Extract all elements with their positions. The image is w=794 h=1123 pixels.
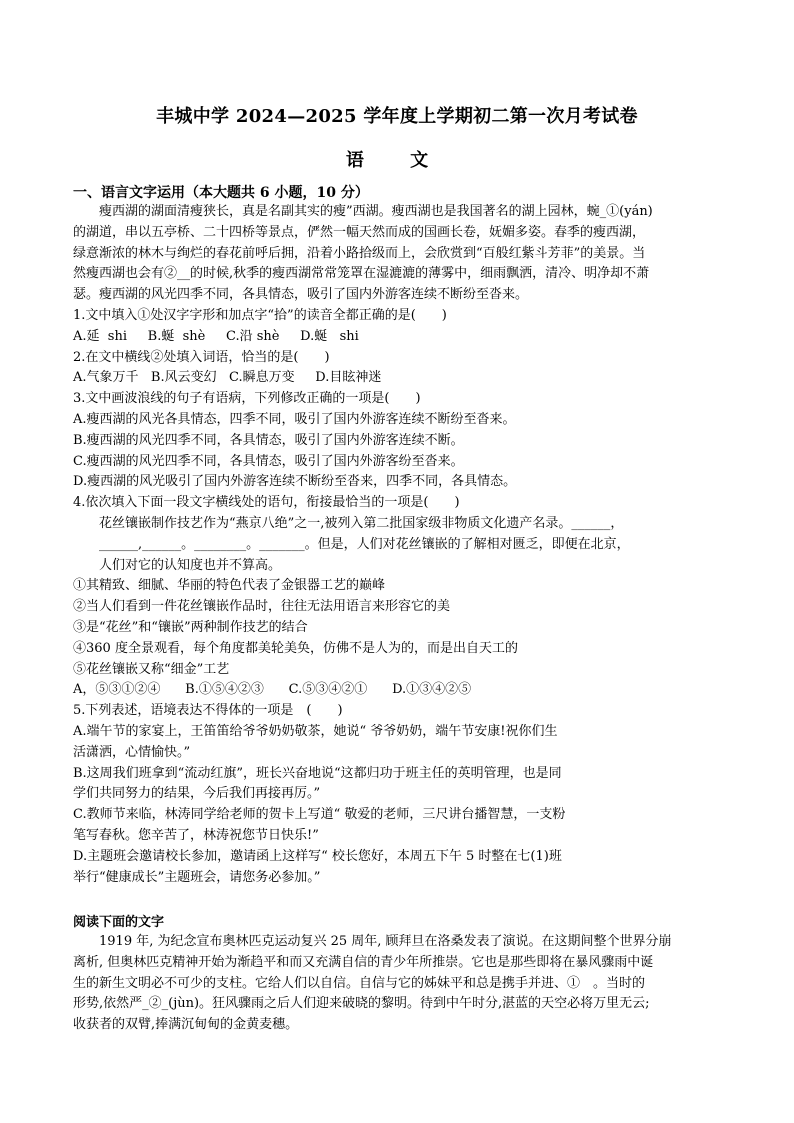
subject-title: 语 文 bbox=[345, 150, 449, 171]
question-4-text: 花丝镶嵌制作技艺作为“燕京八绝”之一,被列入第二批国家级非物质文化遗产名录。______， bbox=[99, 515, 624, 531]
reading-line: 离析, 但奥林匹克精神开始为渐趋平和而又充满自信的青少年所推崇。它也是那些即将在暴风骤雨中诞 bbox=[73, 954, 654, 970]
passage-line: 绿意渐浓的林木与绚烂的春花前呼后拥，沿着小路拾级而上，会欣赏到“百般红紫斗芳菲”的美景。当 bbox=[73, 245, 646, 261]
question-3-option: C.瘦西湖的风光四季不同，各具情态，吸引了国内外游客纷至沓来。 bbox=[73, 453, 464, 469]
passage-line: 然瘦西湖也会有②__的时候,秋季的瘦西湖常常笼罩在湿漉漉的薄雾中，细雨飘洒，清冷、明净却不萧 bbox=[73, 266, 650, 282]
question-5-option-line: A.端午节的家宴上，王笛笛给爷爷奶奶敬茶，她说“ 爷爷奶奶，端午节安康!祝你们生 bbox=[73, 723, 558, 739]
question-3-option: B.瘦西湖的风光四季不同，各具情态，吸引了国内外游客连续不断。 bbox=[73, 432, 464, 448]
question-4-item: ③是“花丝”和“镶嵌”两种制作技艺的结合 bbox=[73, 619, 308, 635]
question-3-stem: 3.文中画波浪线的句子有语病，下列修改正确的一项是( ) bbox=[73, 391, 421, 407]
question-2-options: A.气象万千 B.风云变幻 C.瞬息万变 D.目眩神迷 bbox=[73, 370, 382, 386]
question-4-item: ⑤花丝镶嵌又称“细金”工艺 bbox=[73, 661, 230, 677]
question-1-stem: 1.文中填入①处汉字字形和加点字“拾”的读音全都正确的是( ) bbox=[73, 307, 447, 323]
question-3-option: A.瘦西湖的风光各具情态，四季不同，吸引了国内外游客连续不断纷至沓来。 bbox=[73, 411, 516, 427]
question-4-item: ②当人们看到一件花丝镶嵌作品时，往往无法用语言来形容它的美 bbox=[73, 599, 451, 615]
passage-line: 瘦西湖的湖面清瘦狭长，真是名副其实的瘦”西湖。瘦西湖也是我国著名的湖上园林，蜿_①(yán) bbox=[99, 204, 653, 219]
page-title: 丰城中学 2024—2025 学年度上学期初二第一次月考试卷 bbox=[156, 106, 638, 127]
question-2-stem: 2.在文中横线②处填入词语，恰当的是( ) bbox=[73, 349, 330, 365]
question-5-option-line: C.教师节来临，林涛同学给老师的贺卡上写道“ 敬爱的老师，三尺讲台播智慧，一支粉 bbox=[73, 807, 566, 823]
passage-line: 瑟。瘦西湖的风光四季不同，各具情态，吸引了国内外游客连续不断纷至沓来。 bbox=[73, 287, 529, 303]
question-5-option-line: 笔写春秋。您辛苦了，林涛祝您节日快乐!” bbox=[73, 827, 319, 843]
reading-body bbox=[73, 932, 723, 1036]
question-4-text: 人们对它的认知度也并不算高。 bbox=[99, 557, 282, 573]
reading-line: 1919 年, 为纪念宣布奥林匹克运动复兴 25 周年, 顾拜旦在洛桑发表了演说。在这期间整个世界分崩 bbox=[99, 934, 672, 949]
passage-line: 的湖道，串以五亭桥、二十四桥等景点，俨然一幅天然而成的国画长卷，妩媚多姿。春季的瘦西湖， bbox=[73, 224, 646, 240]
question-5-option-line: 举行“健康成长”主题班会，请您务必参加。” bbox=[73, 869, 321, 885]
section1-body bbox=[73, 202, 723, 888]
question-4-item: ④360 度全景观看，每个角度都美轮美奂，仿佛不是人为的，而是出自天工的 bbox=[73, 640, 518, 656]
question-3-option: D.瘦西湖的风光吸引了国内外游客连续不断纷至沓来，四季不同，各具情态。 bbox=[73, 474, 517, 490]
reading-line: 生的新生文明必不可少的支柱。它给人们以自信。自信与它的姊妹平和总是携手并进、① 。当时的 bbox=[73, 975, 646, 991]
question-5-option-line: 学们共同努力的结果，今后我们再接再厉。” bbox=[73, 786, 321, 802]
section-heading: 一、语言文字运用（本大题共 6 小题，10 分） bbox=[73, 185, 369, 201]
question-5-stem: 5.下列表述，语境表达不得体的一项是 ( ) bbox=[73, 703, 343, 719]
question-4-item: ①其精致、细腻、华丽的特色代表了金银器工艺的巅峰 bbox=[73, 578, 386, 594]
question-1-options: A.延 shi B.蜒 shè C.沿 shè D.蜒 shi bbox=[73, 328, 359, 344]
question-5-option-line: B.这周我们班拿到“流动红旗”，班长兴奋地说“这都归功于班主任的英明管理，也是同 bbox=[73, 765, 562, 781]
question-5-option-line: D.主题班会邀请校长参加，邀请函上这样写“ 校长您好，本周五下午 5 时整在七(1)班 bbox=[73, 848, 562, 864]
question-4-options: A，⑤③①②④ B.①⑤④②③ C.⑤③④②① D.①③④②⑤ bbox=[73, 682, 472, 698]
reading-heading: 阅读下面的文字 bbox=[73, 915, 165, 930]
question-4-stem: 4.依次填入下面一段文字横线处的语句，衔接最恰当的一项是( ) bbox=[73, 495, 460, 511]
question-4-text: ______,______。________。_______。但是，人们对花丝镶嵌的了解相对匮乏，即便在北京， bbox=[99, 536, 630, 552]
reading-line: 收获者的双臂,捧满沉甸甸的金黄麦穗。 bbox=[73, 1017, 299, 1033]
reading-line: 形势,依然严_②_(jùn)。狂风骤雨之后人们迎来破晓的黎明。待到中午时分,湛蓝的天空必将万里无云; bbox=[73, 996, 650, 1012]
question-5-option-line: 活潇洒，心情愉快。” bbox=[73, 744, 191, 760]
